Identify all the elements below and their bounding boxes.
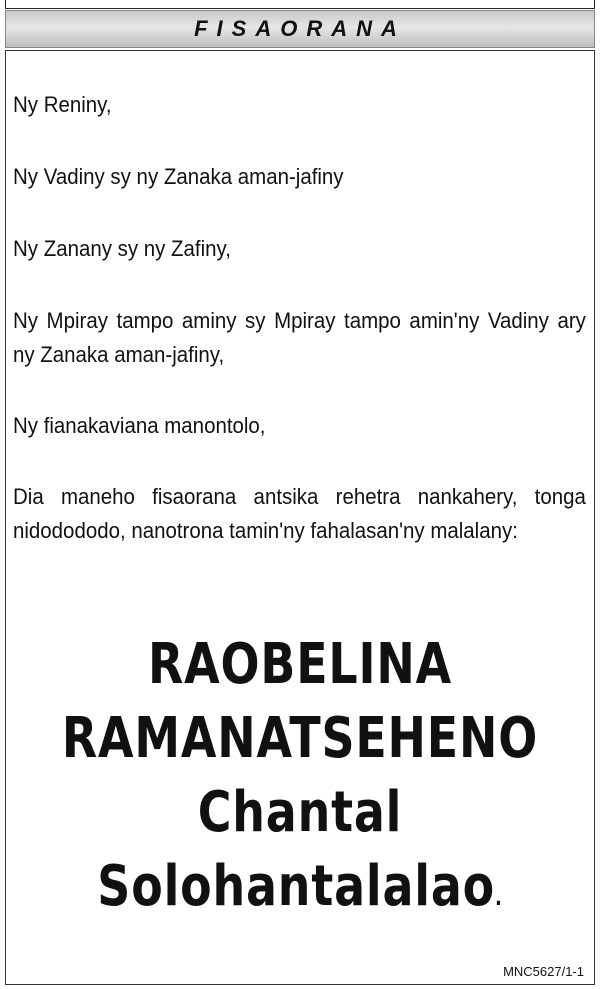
deceased-given-name <box>54 850 546 924</box>
paragraph-siblings: Ny Mpiray tampo aminy sy Mpiray tampo amin'ny Vadiny ary ny Zanaka aman-jafiny, <box>13 308 586 367</box>
header-bar <box>5 10 595 48</box>
deceased-first-name: Chantal <box>197 780 403 845</box>
deceased-given-name-text: Solohantalalao <box>97 854 496 919</box>
reference-code: MNC5627/1-1 <box>503 964 584 979</box>
paragraph-spouse-children: Ny Vadiny sy ny Zanaka aman-jafiny <box>13 164 344 189</box>
paragraph-children-grandchildren: Ny Zanany sy ny Zafiny, <box>13 236 231 261</box>
paragraph-thanks: Dia maneho fisaorana antsika rehetra nankahery, tonga nidodododo, nanotrona tamin'ny fahalasan'ny malalany: <box>13 484 586 543</box>
deceased-surname-2: RAMANATSEHENO <box>61 706 539 771</box>
deceased-surname-1: RAOBELINA <box>147 632 452 697</box>
top-rule <box>5 0 595 9</box>
deceased-name-block <box>0 628 600 924</box>
paragraph-mother: Ny Reniny, <box>13 92 112 117</box>
name-period: . <box>495 886 503 911</box>
paragraph-family: Ny fianakaviana manontolo, <box>13 413 266 438</box>
header-title: FISAORANA <box>194 16 406 41</box>
